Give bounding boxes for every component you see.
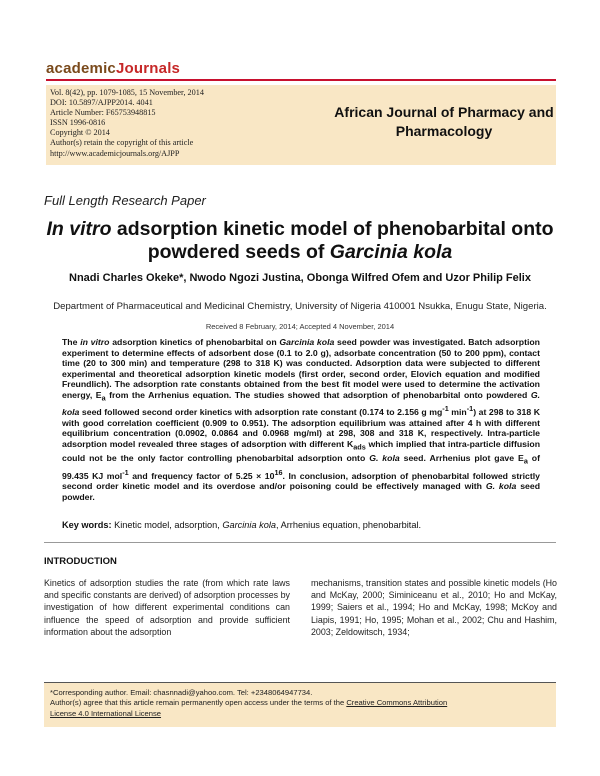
keywords: Key words: Kinetic model, adsorption, Garcinia kola, Arrhenius equation, phenobarbital. [62,520,422,530]
meta-doi: DOI: 10.5897/AJPP2014. 4041 [50,98,153,108]
abstract: The in vitro adsorption kinetics of phenobarbital on Garcinia kola seed powder was investigated. Batch adsorption experiment to determine effects of adsorbent dose (0.1 to 2.0 g), adsorbate concentration (50 to 200 ppm), contact time (20 to 300 min) and temperature (298 to 318 K) was conducted. Adsorption data were subjected to different experimental and theoretical adsorption kinetic models (first order, second order, Elovich equation and modified Freundlich). The adsorption rate constants obtained from the best fit model were used to determine the activation energy, $E_a$ from the Arrhenius equation. The studies showed that adsorption of phenobarbital onto powdered G. kola seed followed second order kinetics with adsorption rate constant (0.174 to 2.156 g $mg^{-1}$ $\min^{-1}$) at 298 to 318 K with good correlation coefficient (0.909 to 0.951). The adsorption equilibrium was attained after 4 h with different equilibrium concentration (0.0902, 0.0864 and 0.0968 mg/ml) at 298, 308 and 318 K, respectively. Intra-particle adsorption model revealed three stages of adsorption with different $K_{ads}$ which implied that intra-particle diffusion could not be the only factor controlling phenobarbital adsorption onto G. kola seed. Arrhenius plot gave $E_a$ of 99.435 KJ mol$^{-1}$ and frequency factor of $5.25 \times 10^{16}$. In conclusion, adsorption of phenobarbital followed strictly second order kinetic model and its overdose and/or poisoning could be effectively managed with G. kola seed powder. [62,337,541,502]
footnote [50,688,554,719]
license-statement: Author(s) agree that this article remain permanently open access under the terms of the Creative Commons Attribution [50,698,448,708]
authors: Nnadi Charles Okeke*, Nwodo Ngozi Justina, Obonga Wilfred Ofem and Uzor Philip Felix [69,272,531,284]
corresponding-author: *Corresponding author. Email: chasnnadi@yahoo.com. Tel: +2348064947734. [50,688,313,697]
license-link[interactable]: Creative Commons Attribution [346,698,448,708]
meta-issn: ISSN 1996-0816 [50,118,106,128]
paper-title: In vitro adsorption kinetic model of phenobarbital onto powdered seeds of Garcinia kola [46,218,554,263]
intro-column-left: Kinetics of adsorption studies the rate (from which rate laws and specific constants are derived) of adsorption processes by investigation of how different experimental conditions can influence the speed of adsorption and provide sufficient information about the adsorption [44,578,290,637]
article-meta [50,88,204,159]
meta-article-number: Article Number: F65753948815 [50,108,156,118]
received-accepted-dates: Received 8 February, 2014; Accepted 4 November, 2014 [205,322,395,331]
meta-copyright: Copyright © 2014 [50,128,110,138]
introduction-heading: INTRODUCTION [44,556,117,567]
meta-url[interactable]: http://www.academicjournals.org/AJPP [50,148,180,158]
header-rule [46,79,556,81]
meta-rights: Author(s) retain the copyright of this article [50,138,194,148]
paper-type: Full Length Research Paper [44,193,206,208]
journal-name: African Journal of Pharmacy and Pharmacology [334,104,554,139]
license-link-continued[interactable]: License 4.0 International License [50,708,162,718]
journal-logo: academicJournals [46,60,181,77]
meta-volume: Vol. 8(42), pp. 1079-1085, 15 November, 2014 [50,88,204,97]
intro-column-right: mechanisms, transition states and possible kinetic models (Ho and McKay, 2000; Siminiceanu et al., 2010; Ho and McKay, 1999; Saiers et al., 1994; Ho and McKay, 1998; McKoy and Liapis, 1991; Ho, 1995; Mohan et al., 2002; Chu and Hashim, 2003; Zeldowitsch, 1934; [311,578,557,637]
affiliation: Department of Pharmaceutical and Medicinal Chemistry, University of Nigeria 410001 Nsukka, Enugu State, Nigeria. [53,301,547,312]
section-divider [44,542,556,543]
